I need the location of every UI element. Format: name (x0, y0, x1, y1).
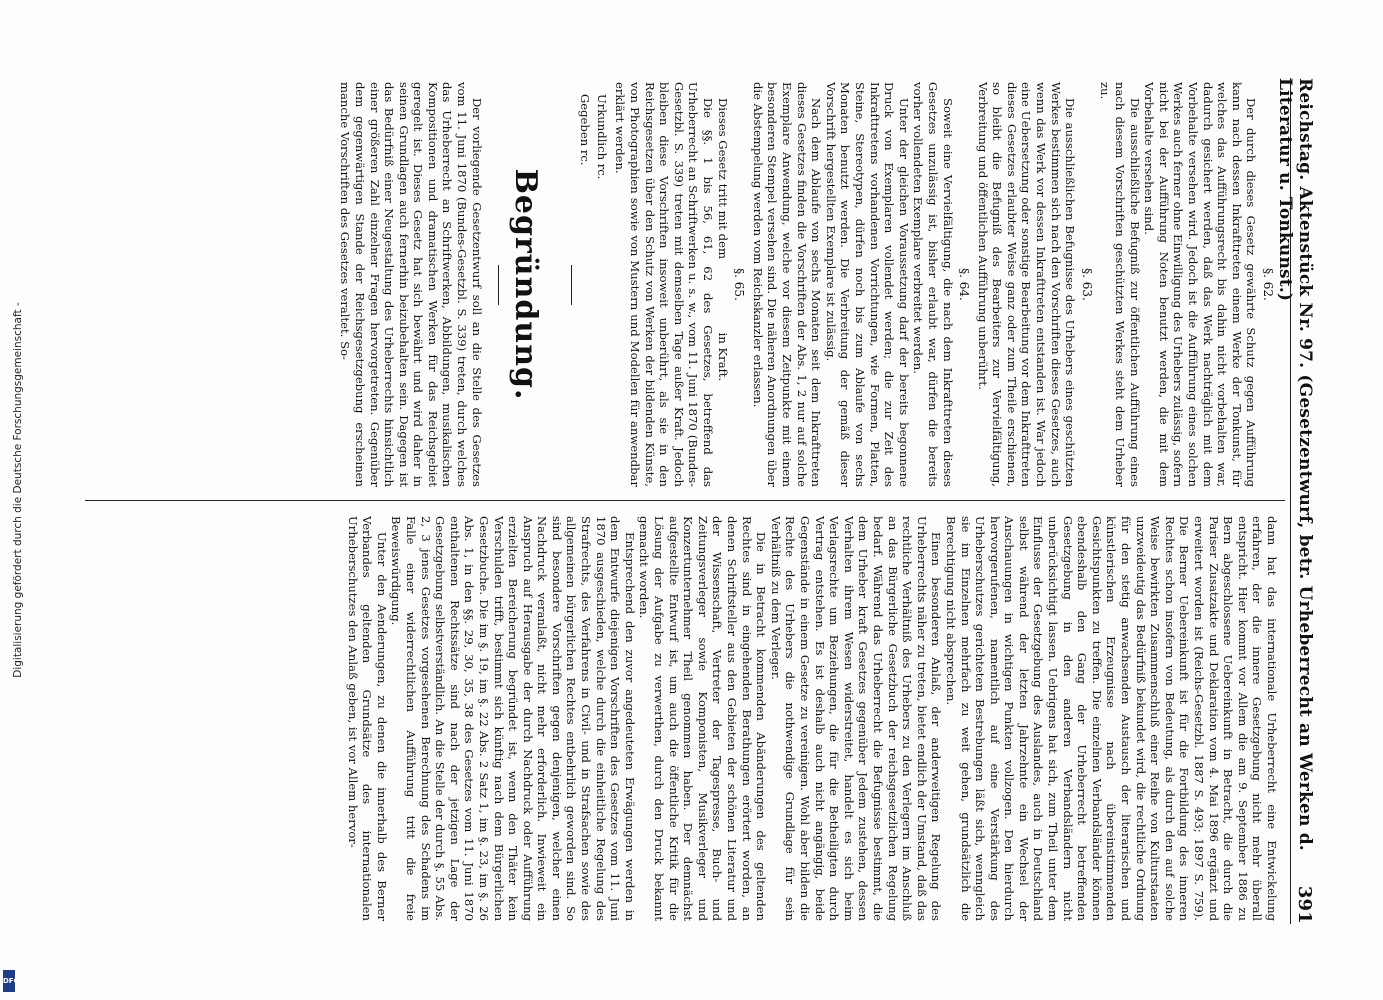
section-heading-62: §. 62. (1261, 268, 1275, 301)
paragraph: Der durch dieses Gesetz gewährte Schutz gegen Aufführung kann nach dessen Inkrafttreten einem Werke der Tonkunst, für welches das Aufführungsrecht bis dahin nicht vorbehalten war, dadurch gesichert werden, daß das Werk nachträglich mit dem Vorbehalte versehen wird. Jedoch ist die Aufführung eines solchen Werkes auch ferner ohne Einwilligung des Urhebers zulässig, sofern nicht bei der Aufführung Noten benutzt werden, die mit dem Vorbehalte versehen sind. (1142, 82, 1259, 487)
paragraph: Die ausschließlichen Befugnisse des Urhebers eines geschützten Werkes bestimmen sich nach den Vorschriften dieses Gesetzes, auch wenn das Werk vor dessen Inkrafttreten entstanden ist. War jedoch eine Uebersetzung oder sonstige Bearbeitung vor dem Inkrafttreten dieses Gesetzes erlaubter Weise ganz oder zum Theile erschienen, so bleibt die Befugniß des Bearbeiters zur Vervielfältigung, Verbreitung und öffentlichen Aufführung unberührt. (975, 82, 1078, 487)
paragraph: Der vorliegende Gesetzentwurf soll an die Stelle des Gesetzes vom 11. Juni 1870 (Bundes-Gesetzbl. S. 339) treten, durch welches das Urheberrecht an Schriftwerken, Abbildungen, musikalischen Kompositionen und dramatischen Werken für das Reichsgebiet geregelt ist. Dieses Gesetz hat sich bewährt und wird daher in seinen Grundlagen auch fernerhin beizubehalten sein. Dagegen ist das Bedürfniß einer Neugestaltung des Urheberrechts hinsichtlich einer größeren Zahl einzelner Fragen hervorgetreten. Gegenüber dem gegenwärtigen Stande der Reichsgesetzgebung erscheinen manche Vorschriften des Gesetzes veraltet. So- (338, 82, 484, 487)
section-heading-63: §. 63. (1079, 268, 1094, 301)
header-title: Reichstag. Aktenstück Nr. 97. (Gesetzentwurf, betr. Urheberrecht an Werken d. Literatur u. Tonkunst.) (1275, 78, 1315, 851)
separator-rule (571, 265, 572, 305)
paragraph: Die §§. 1 bis 56, 61, 62 des Gesetzes, betreffend das Urheberrecht an Schriftwerken u. s. w., vom 11. Juni 1870 (Bundes-Gesetzbl. S. 339) treten mit demselben Tage außer Kraft. Jedoch bleiben diese Vorschriften insoweit unberührt, als sie in den Reichsgesetzen über den Schutz von Werken der bildenden Künste, von Photographien sowie von Mustern und Modellen für anwendbar erklärt werden. (613, 82, 716, 487)
paragraph: dann hat das internationale Urheberrecht eine Entwickelung erfahren, der die innere Gesetzgebung nicht mehr überall entspricht. Hier kommt vor Allem die am 9. September 1886 zu Bern abgeschlossene Uebereinkunft in Betracht, die durch die Pariser Zusatzakte und Deklaration vom 4. Mai 1896 ergänzt und erweitert worden ist (Reichs-Gesetzbl. 1887 S. 493; 1897 S. 759). Die Berner Uebereinkunft ist für die Fortbildung des inneren Rechtes schon insofern von Bedeutung, als durch den auf solche Weise bewirkten Zusammenschluß einer Reihe von Kulturstaaten unzweideutig das Bedürfniß bekundet wird, die rechtliche Ordnung für den stetig anwachsenden Austausch der literarischen und künstlerischen Erzeugnisse nach übereinstimmenden Gesichtspunkten zu treffen. Die einzelnen Verbandsländer können ebendeshalb den Gang der Urheberrecht betreffenden Gesetzgebung in den anderen Verbandsländern nicht unberücksichtigt lassen. Uebrigens hat sich, zum Theil unter dem Einflusse der Gesetzgebung des Auslandes, auch in Deutschland selbst während der letzten Jahrzehnte ein Wechsel der Anschauungen in wichtigen Punkten vollzogen. Den hierdurch hervorgerufenen, namentlich auf eine Verstärkung des Urheberschutzes gerichteten Bestrebungen läßt sich, wenngleich sie im Einzelnen mehrfach zu weit gehen, grundsätzlich die Berechtigung nicht absprechen. (943, 516, 1279, 921)
running-header (1275, 78, 1317, 924)
paragraph: Unter der gleichen Voraussetzung darf der bereits begonnene Druck von Exemplaren vollendet werden; die zur Zeit des Inkrafttretens vorhandenen Vorrichtungen, wie Formen, Platten, Steine, Stereotypen, dürfen noch bis zum Ablaufe von sechs Monaten benutzt werden. Die Verbreitung der gemäß dieser Vorschrift hergestellten Exemplare ist zulässig. (823, 82, 911, 487)
section-heading-65: §. 65. (732, 268, 747, 301)
separator-rule (498, 265, 499, 305)
closing-formula: Gegeben rc. (578, 94, 593, 166)
section-title-begruendung: Begründung. (507, 168, 543, 401)
paragraph: Einen besonderen Anlaß, der anderweitigen Regelung des Urheberrechts näher zu treten, bietet endlich der Umstand, daß das rechtliche Verhältniß des Urhebers zu den Verlegern im Anschluß an das Bürgerliche Gesetzbuch der reichsgesetzlichen Regelung bedarf. Während das Urheberrecht die Befugnisse bestimmt, die dem Urheber kraft Gesetzes gegenüber Jedem zustehen, dessen Verhalten ihrem Wesen widerstreitet, handelt es sich beim Verlagsrechte um Beziehungen, die für die Betheiligten durch Vertrag entstehen. Es ist deshalb auch nicht angängig, beide Gegenstände in einem Gesetze zu vereinigen. Wohl aber bilden die Rechte des Urhebers die nothwendige Grundlage für sein Verhältniß zu dem Verleger. (768, 516, 944, 921)
paragraph: Dieses Gesetz tritt mit dem in Kraft. (715, 98, 730, 382)
column-divider (85, 500, 1285, 501)
digitization-credit: Digitalisierung gefördert durch die Deutsche Forschungsgemeinschaft - (12, 302, 24, 678)
left-column (99, 82, 1279, 487)
paragraph: Die ausschließliche Befugniß zur öffentlichen Aufführung eines nach diesem Vorschriften geschützten Werkes steht dem Urheber zu. (1098, 82, 1142, 487)
paragraph: Entsprechend den zuvor angedeuteten Erwägungen werden in dem Entwurfe diejenigen Vorschriften des Gesetzes vom 11. Juni 1870 ausgeschieden, welche durch die einheitliche Regelung des Strafrechts, des Verfahrens in Civil- und in Strafsachen sowie des allgemeinen bürgerlichen Rechtes entbehrlich geworden sind. So sind besondere Vorschriften gegen denjenigen, welcher einen Nachdruck veranlaßt, nicht mehr erforderlich. Inwieweit ein Anspruch auf Herausgabe der durch Nachdruck oder Aufführung erzielten Bereicherung begründet ist, wenn den Thäter kein Verschulden trifft, bestimmt sich künftig nach dem Bürgerlichen Gesetzbuche. Die im §. 19, im §. 22 Abs. 2 Satz 1, im §. 23, im §. 26 Abs. 1, in den §§. 29, 30, 35, 38 des Gesetzes vom 11. Juni 1870 enthaltenen Rechtssätze sind nach der jetzigen Lage der Gesetzgebung selbstverständlich. An die Stelle der durch §. 55 Abs. 2, 3 jenes Gesetzes vorgesehenen Berechnung des Schadens im Falle einer widerrechtlichen Aufführung tritt die freie Beweiswürdigung. (389, 516, 637, 921)
page-number: 391 (1294, 885, 1315, 924)
paragraph: Nach dem Ablaufe von sechs Monaten seit dem Inkrafttreten dieses Gesetzes finden die Vorschriften der Abs. 1, 2 nur auf solche Exemplare Anwendung, welche vor diesem Zeitpunkte mit einem besonderen Stempel versehen sind. Die näheren Anordnungen über die Abstempelung werden vom Reichskanzler erlassen. (750, 82, 824, 487)
closing-formula: Urkundlich rc. (594, 94, 609, 180)
paragraph: Unter den Aenderungen, zu denen die innerhalb des Berner Verbandes geltenden Grundsätze des internationalen Urheberschutzes den Anlaß geben, ist vor Allem hervor- (345, 516, 389, 921)
right-column (99, 516, 1279, 921)
paragraph: Soweit eine Vervielfältigung, die nach dem Inkrafttreten dieses Gesetzes unzulässig ist, bisher erlaubt war, dürfen die bereits vorher vollendeten Exemplare verbreitet werden. (911, 82, 955, 487)
section-heading-64: §. 64. (957, 268, 972, 301)
paragraph: Die in Betracht kommenden Abänderungen des geltenden Rechtes sind in eingehenden Berathungen erörtert worden, an denen Schriftsteller aus den Gebieten der schönen Literatur und der Wissenschaft, Vertreter der Tagespresse, Buch- und Zeitungsverleger sowie Komponisten, Musikverleger und Konzertunternehmer Theil genommen haben. Der demnächst aufgestellte Entwurf ist, um auch die öffentliche Kritik für die Lösung der Aufgabe zu verwerthen, durch den Druck bekannt gemacht worden. (637, 516, 769, 921)
dfg-logo-icon: DFG (3, 970, 15, 992)
